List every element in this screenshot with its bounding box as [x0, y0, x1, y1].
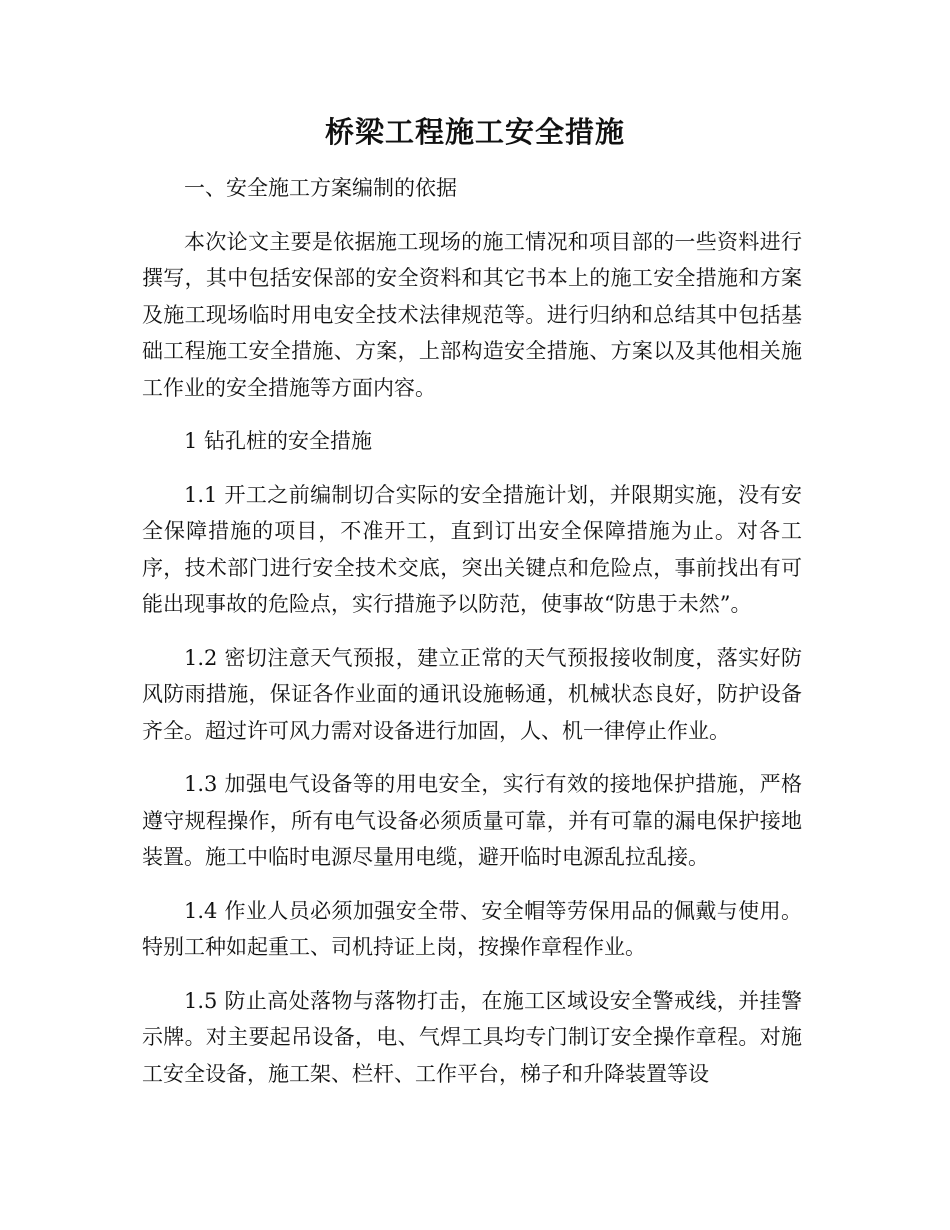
section-heading-basis: 一、安全施工方案编制的依据: [184, 176, 457, 200]
document-body: [142, 170, 802, 1109]
paragraph-1-1: 1.1 开工之前编制切合实际的安全措施计划，并限期实施，没有安全保障措施的项目，不准开工，直到订出安全保障措施为止。对各工序，技术部门进行安全技术交底，突出关键点和危险点，事前找出有可能出现事故的危险点，实行措施予以防范，使事故“防患于未然”。: [142, 482, 802, 616]
paragraph-1-4: 1.4 作业人员必须加强安全带、安全帽等劳保用品的佩戴与使用。特别工种如起重工、司机持证上岗，按操作章程作业。: [142, 898, 802, 959]
paragraph-1-5: 1.5 防止高处落物与落物打击，在施工区域设安全警戒线，并挂警示牌。对主要起吊设备，电、气焊工具均专门制订安全操作章程。对施工安全设备，施工架、栏杆、工作平台，梯子和升降装置等设: [142, 988, 802, 1086]
paragraph-intro: 本次论文主要是依据施工现场的施工情况和项目部的一些资料进行撰写，其中包括安保部的安全资料和其它书本上的施工安全措施和方案及施工现场临时用电安全技术法律规范等。进行归纳和总结其中包括基础工程施工安全措施、方案，上部构造安全措施、方案以及其他相关施工作业的安全措施等方面内容。: [142, 229, 802, 400]
document-title: 桥梁工程施工安全措施: [324, 115, 625, 149]
paragraph-1-3: 1.3 加强电气设备等的用电安全，实行有效的接地保护措施，严格遵守规程操作，所有电气设备必须质量可靠，并有可靠的漏电保护接地装置。施工中临时电源尽量用电缆，避开临时电源乱拉乱接。: [142, 772, 802, 869]
paragraph-1-2: 1.2 密切注意天气预报，建立正常的天气预报接收制度，落实好防风防雨措施，保证各作业面的通讯设施畅通，机械状态良好，防护设备齐全。超过许可风力需对设备进行加固，人、机一律停止作业。: [142, 645, 802, 743]
section-heading-bored-pile: 1 钻孔桩的安全措施: [184, 429, 373, 453]
